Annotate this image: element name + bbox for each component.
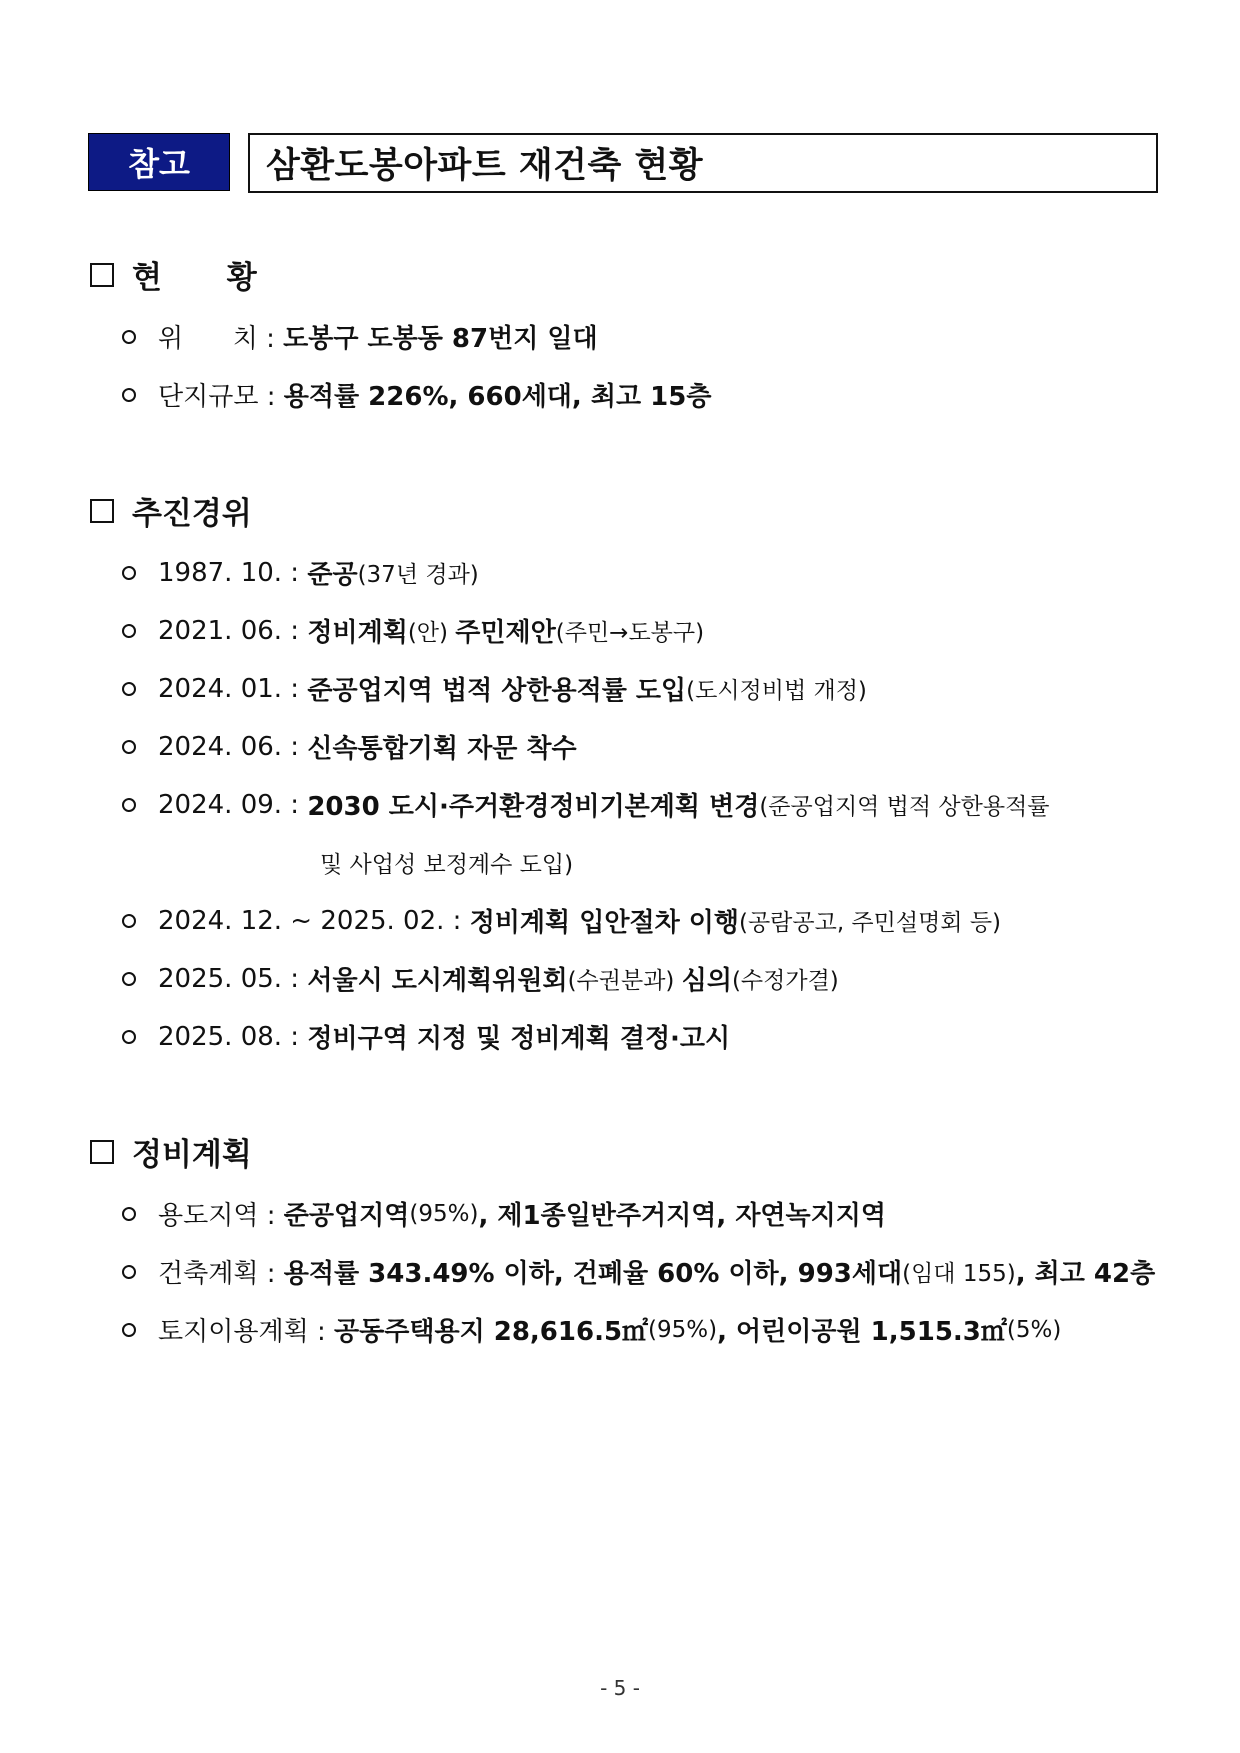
list-item: 2021. 06. : 정비계획 (안) 주민제안 (주민→도봉구) (122, 612, 704, 649)
circle-bullet-icon (122, 1207, 136, 1221)
list-item: 2025. 08. : 정비구역 지정 및 정비계획 결정·고시 (122, 1018, 730, 1055)
list-item: 2024. 06. : 신속통합기획 자문 착수 (122, 728, 577, 765)
circle-bullet-icon (122, 972, 136, 986)
section-heading-progress: 추진경위 (90, 488, 252, 533)
reference-badge: 참고 (88, 133, 230, 191)
page-title: 삼환도봉아파트 재건축 현황 (248, 133, 1158, 193)
page-header (88, 133, 1158, 193)
list-item: 1987. 10. : 준공 (37년 경과) (122, 554, 479, 591)
list-item: 2025. 05. : 서울시 도시계획위원회 (수권분과) 심의 (수정가결) (122, 960, 839, 997)
list-item-continuation: 및 사업성 보정계수 도입) (320, 852, 574, 878)
square-bullet-icon (90, 499, 114, 523)
circle-bullet-icon (122, 1265, 136, 1279)
page-number: - 5 - (600, 1676, 640, 1700)
list-item: 토지이용계획 : 공동주택용지 28,616.5㎡ (95%) , 어린이공원 1,515.3㎡ (5%) (122, 1311, 1061, 1348)
circle-bullet-icon (122, 566, 136, 580)
list-item: 건축계획 : 용적률 343.49% 이하, 건폐율 60% 이하, 993세대 (임대 155) , 최고 42층 (122, 1253, 1155, 1290)
circle-bullet-icon (122, 1323, 136, 1337)
list-item: 단지규모 : 용적률 226%, 660세대, 최고 15층 (122, 376, 711, 413)
circle-bullet-icon (122, 682, 136, 696)
list-item: 2024. 09. : 2030 도시·주거환경정비기본계획 변경 (준공업지역 법적 상한용적률 (122, 786, 1050, 823)
section-heading-status: 현 황 (90, 252, 257, 297)
circle-bullet-icon (122, 740, 136, 754)
list-item: 위 치 : 도봉구 도봉동 87번지 일대 (122, 318, 598, 355)
circle-bullet-icon (122, 1030, 136, 1044)
circle-bullet-icon (122, 798, 136, 812)
circle-bullet-icon (122, 388, 136, 402)
square-bullet-icon (90, 1140, 114, 1164)
circle-bullet-icon (122, 330, 136, 344)
section-heading-plan: 정비계획 (90, 1129, 252, 1174)
circle-bullet-icon (122, 624, 136, 638)
list-item: 2024. 12. ~ 2025. 02. : 정비계획 입안절차 이행 (공람공고, 주민설명회 등) (122, 902, 1001, 939)
list-item: 2024. 01. : 준공업지역 법적 상한용적률 도입 (도시정비법 개정) (122, 670, 867, 707)
list-item: 용도지역 : 준공업지역 (95%) , 제1종일반주거지역, 자연녹지지역 (122, 1195, 886, 1232)
circle-bullet-icon (122, 914, 136, 928)
square-bullet-icon (90, 263, 114, 287)
